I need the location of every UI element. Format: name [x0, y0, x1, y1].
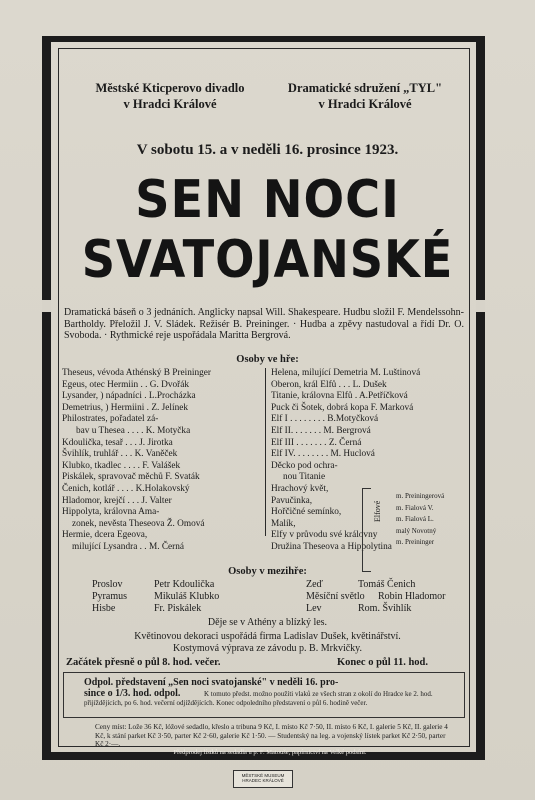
list-item: Egeus, otec Hermiin . . G. Dvořák [62, 379, 190, 390]
list-item: Elf I . . . . . . . . B.Motyčková [271, 414, 379, 425]
cast-heading: Osoby ve hře: [236, 354, 299, 365]
matinee-line-2: since o 1/3. hod. odpol. [84, 688, 181, 699]
elves-brace [362, 488, 371, 572]
list-item: m. Fialová L. [396, 515, 434, 523]
list-item: m. Preiningerová [396, 492, 445, 500]
list-item: Hermie, dcera Egeova, [62, 530, 148, 541]
column-divider [265, 368, 266, 536]
decoration-note: Květinovou dekoraci uspořádá firma Ladislav Dušek, květinářství. [134, 631, 401, 642]
interlude-heading: Osoby v mezihře: [228, 566, 307, 577]
list-item: Oberon, král Elfů . . . L. Dušek [271, 379, 387, 390]
list-item: Lev Rom. Švihlík [306, 603, 412, 614]
elves-actors [396, 491, 444, 549]
list-item: Elf II. . . . . . . M. Bergrová [271, 425, 371, 436]
list-item: Děcko pod ochra- [271, 460, 338, 471]
list-item: milující Lysandra . . M. Černá [72, 541, 185, 552]
list-item: Švihlík, truhlář . . . K. Vaněček [62, 449, 178, 460]
list-item: Pyramus Mikuláš Klubko [92, 591, 220, 602]
list-item: Demetrius, ) Hermiini . Z. Jelínek [62, 402, 188, 413]
header-left: Městské Kticperovo divadlo v Hradci Králové [95, 81, 245, 111]
interlude-left [92, 579, 219, 615]
title-line-1: SEN NOCI [135, 170, 400, 230]
museum-stamp: MĚSTSKÉ MUSEUM HRADEC KRÁLOVÉ [233, 770, 293, 788]
performance-date: V sobotu 15. a v neděli 16. prosince 1923. [136, 142, 399, 158]
list-item: Elfy v průvodu své královny [271, 530, 378, 541]
list-item: Hladomor, krejčí . . . J. Valter [62, 495, 172, 506]
costumes-note: Kostymová výprava ze závodu p. B. Mrkvičky. [172, 643, 363, 654]
presale-note: Předprodej lístků na sedadla u p. F. Matouše, papírnictví na Velké podsíni. [173, 749, 367, 756]
list-item: bav u Thesea . . . . K. Motyčka [76, 425, 191, 436]
frame-top-border [42, 36, 485, 42]
matinee-box [63, 672, 465, 718]
list-item: Elf IV. . . . . . . . M. Huclová [271, 449, 375, 460]
frame-notch [42, 300, 51, 312]
list-item: Měsíční světlo Robin Hladomor [306, 591, 446, 602]
start-time: Začátek přesně o půl 8. hod. večer. [66, 657, 221, 668]
list-item: m. Fialová V. [396, 503, 434, 512]
list-item: Helena, milující Demetria M. Luštinová [271, 368, 421, 378]
list-item: Lysander, ) nápadníci . L.Procházka [62, 391, 196, 402]
play-description: Dramatická báseň o 3 jednáních. Anglicky napsal Will. Shakespeare. Hudbu složil F. Mendelssohn-Bartholdy. Přeložil J. V. Sládek. Režisér B. Preininger. · Hudba a zpěvy nastudoval a řídí Dr. O. Svoboda. · Rythmické reje uspořádala Maritta Bergrová. [64, 307, 464, 341]
list-item: Hippolyta, královna Ama- [62, 507, 160, 518]
title-line-2: SVATOJANSKÉ [81, 230, 454, 290]
list-item: Theseus, vévoda Athénský B Preininger [62, 368, 211, 378]
list-item: Hisbe Fr. Piskálek [92, 603, 202, 614]
list-item: Zeď Tomáš Čenich [306, 579, 416, 590]
end-time: Konec o půl 11. hod. [337, 657, 429, 668]
list-item: malý Novotný [396, 526, 437, 535]
list-item: zonek, nevěsta Theseova Ž. Omová [72, 518, 205, 529]
list-item: Hořčičné semínko, [271, 507, 342, 518]
header-right: Dramatické sdružení „TYL" v Hradci Králové [287, 81, 443, 111]
frame-notch [476, 300, 485, 312]
list-item: m. Preininger [396, 538, 435, 546]
list-item: Elf III . . . . . . . Z. Černá [271, 437, 362, 448]
list-item: Družina Theseova a Hippolytina [271, 541, 392, 552]
list-item: Puck či Šotek, dobrá kopa F. Marková [271, 402, 414, 413]
list-item: Čenich, kotlář . . . . K.Holakovský [62, 483, 190, 494]
matinee-note: K tomuto předst. možno použíti vlaků ze všech stran z okolí do Hradce ke 2. hod. přijíždějících, po 6. hod. večerní odjíždějících. Konec odpoledního představení o půl 6. hodině večer. [84, 690, 433, 707]
list-item: Hrachový květ, [271, 483, 329, 494]
list-item: Kdoulička, tesař . . . J. Jirotka [62, 437, 173, 448]
list-item: Klubko, tkadlec . . . . F. Valášek [62, 460, 181, 471]
list-item: Piskálek, spravovač měchů F. Svaták [62, 472, 200, 483]
elves-label: Elfové [373, 500, 382, 522]
interlude-right [306, 579, 446, 615]
list-item: Malík, [271, 518, 296, 529]
setting: Děje se v Athény a blízký les. [207, 617, 328, 628]
list-item: Proslov Petr Kdoulička [92, 579, 215, 590]
cast-list-left [62, 368, 211, 554]
list-item: Philostrates, pořadatel zá- [62, 414, 159, 425]
ticket-prices: Ceny míst: Lože 36 Kč, lóžové sedadlo, křeslo a tribuna 9 Kč, I. místo Kč 7·50, II. místo 6 Kč, I. galerie 5 Kč, II. galerie 4 Kč, k stání parket Kč 3·50, parter Kč 2·60, galerie Kč 1·50. — Studentský na leg. a vojenský lístek parket Kč 2·50, parter Kč 2·—. [95, 723, 448, 748]
list-item: Titanie, královna Elfů . A.Petříčková [271, 391, 408, 402]
matinee-line-1: Odpol. představení „Sen noci svatojanské" v neděli 16. pro- [84, 677, 339, 688]
list-item: Pavučinka, [271, 495, 313, 506]
list-item: nou Titanie [283, 472, 326, 483]
